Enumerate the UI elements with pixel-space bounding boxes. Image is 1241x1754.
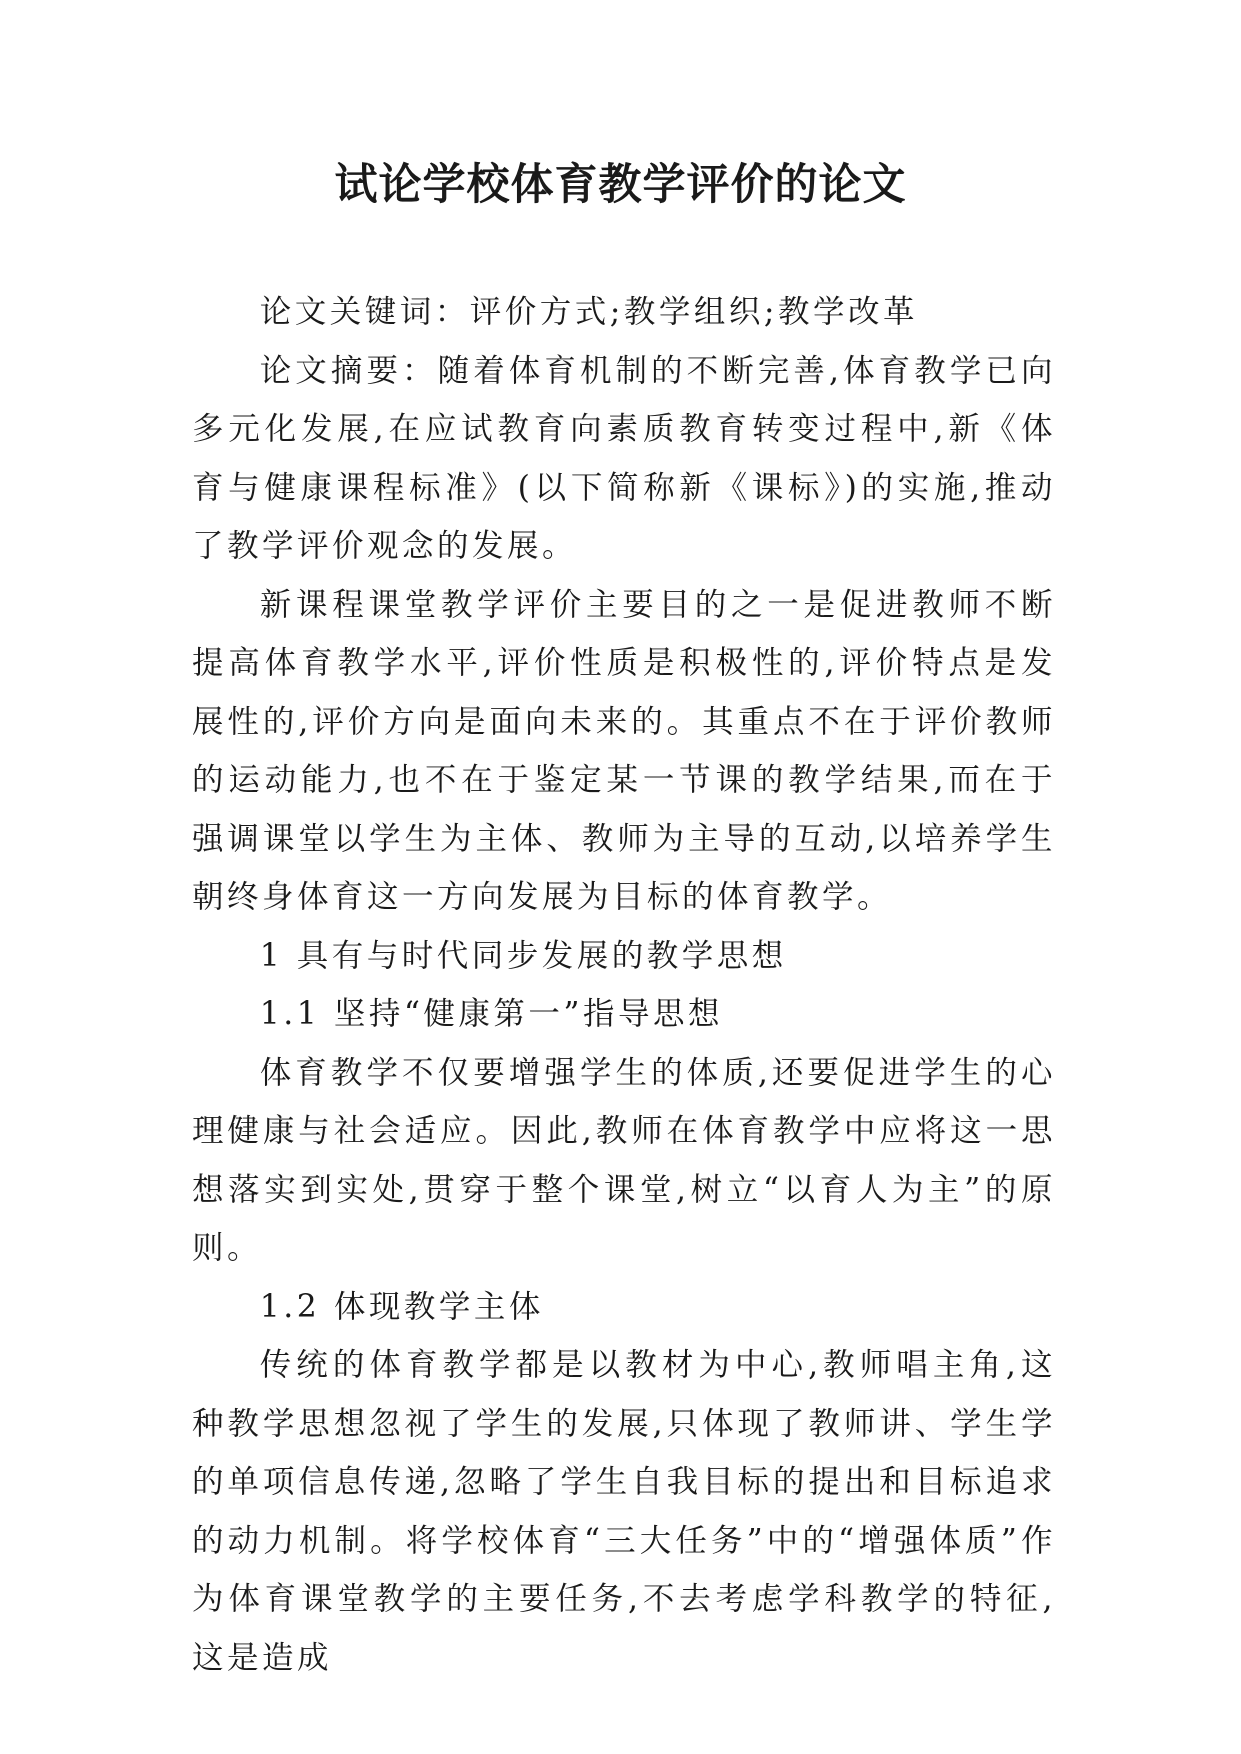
- section-heading: 1 具有与时代同步发展的教学思想: [259, 937, 787, 974]
- abstract-paragraph: 论文摘要：随着体育机制的不断完善,体育教学已向多元化发展,在应试教育向素质教育转变过程中,新《体育与健康课程标准》(以下简称新《课标》)的实施,推动了教学评价观念的发展。: [192, 352, 1056, 564]
- document-title: 试论学校体育教学评价的论文: [334, 160, 907, 210]
- body-paragraph: 传统的体育教学都是以教材为中心,教师唱主角,这种教学思想忽视了学生的发展,只体现了教师讲、学生学的单项信息传递,忽略了学生自我目标的提出和目标追求的动力机制。将学校体育“三大任务”中的“增强体质”作为体育课堂教学的主要任务,不去考虑学科教学的特征,这是造成: [192, 1347, 1056, 1676]
- body-paragraph: 体育教学不仅要增强学生的体质,还要促进学生的心理健康与社会适应。因此,教师在体育教学中应将这一思想落实到实处,贯穿于整个课堂,树立“以育人为主”的原则。: [192, 1054, 1056, 1266]
- subsection-heading: 1.2 体现教学主体: [259, 1288, 544, 1325]
- subsection-heading: 1.1 坚持“健康第一”指导思想: [259, 996, 724, 1032]
- body-paragraph: 新课程课堂教学评价主要目的之一是促进教师不断提高体育教学水平,评价性质是积极性的,评价特点是发展性的,评价方向是面向未来的。其重点不在于评价教师的运动能力,也不在于鉴定某一节课的教学结果,而在于强调课堂以学生为主体、教师为主导的互动,以培养学生朝终身体育这一方向发展为目标的体育教学。: [192, 586, 1056, 915]
- document-body: [192, 283, 1056, 1687]
- keywords-paragraph: 论文关键词：评价方式;教学组织;教学改革: [259, 294, 918, 330]
